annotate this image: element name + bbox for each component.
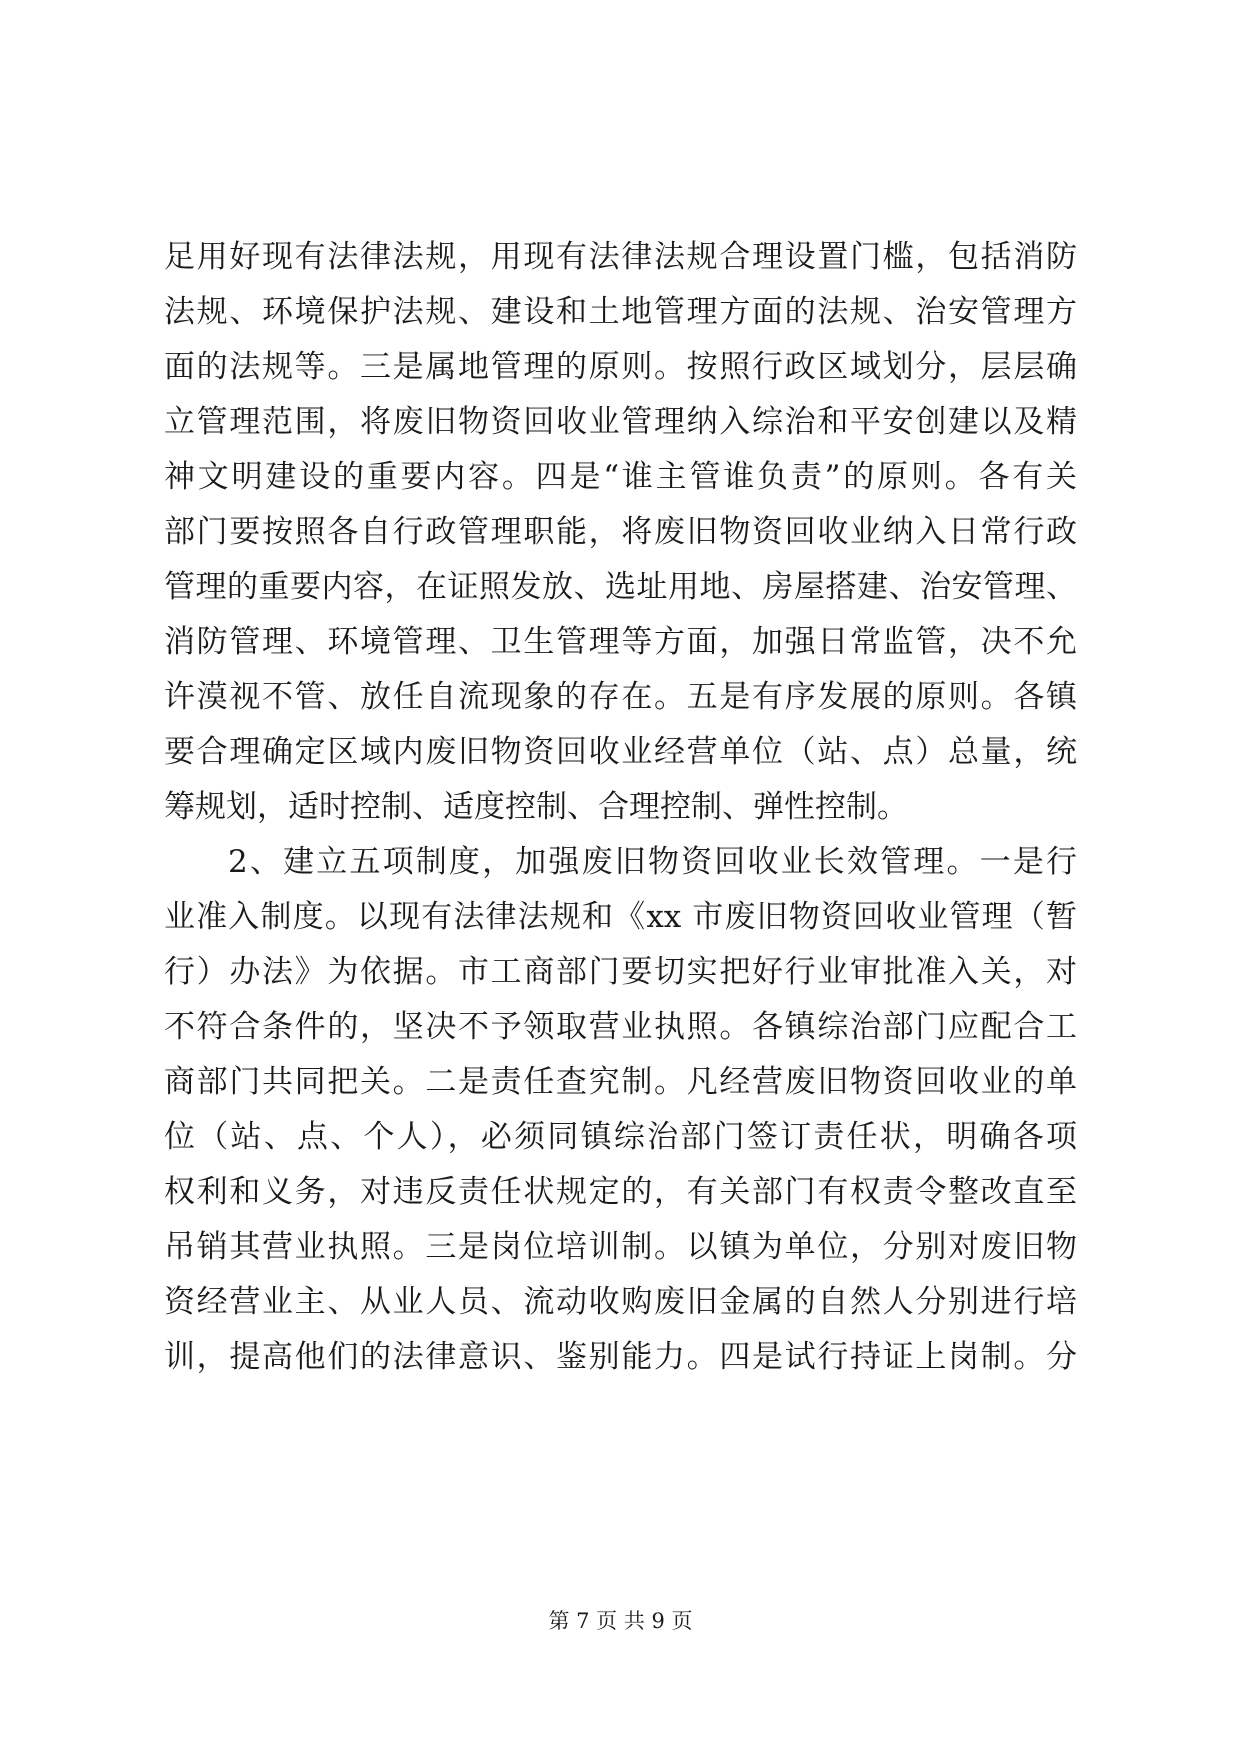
paragraph-2-line-5: 商部门共同把关。二是责任查究制。凡经营废旧物资回收业的单 xyxy=(164,1064,1077,1100)
paragraph-2-line-7: 权利和义务，对违反责任状规定的，有关部门有权责令整改直至 xyxy=(164,1174,1077,1210)
paragraph-2-line-4: 不符合条件的，坚决不予领取营业执照。各镇综治部门应配合工 xyxy=(164,1009,1077,1045)
page-number-footer: 第 7 页 共 9 页 xyxy=(548,1609,693,1633)
paragraph-1-line-2: 法规、环境保护法规、建设和土地管理方面的法规、治安管理方 xyxy=(164,294,1077,330)
paragraph-2-line-8: 吊销其营业执照。三是岗位培训制。以镇为单位，分别对废旧物 xyxy=(164,1229,1077,1265)
paragraph-1-line-10: 要合理确定区域内废旧物资回收业经营单位（站、点）总量，统 xyxy=(164,734,1077,770)
paragraph-1-line-11: 筹规划，适时控制、适度控制、合理控制、弹性控制。 xyxy=(164,789,908,825)
paragraph-1-line-5: 神文明建设的重要内容。四是“谁主管谁负责”的原则。各有关 xyxy=(164,459,1077,495)
paragraph-1-line-8: 消防管理、环境管理、卫生管理等方面，加强日常监管，决不允 xyxy=(164,624,1077,660)
paragraph-2-line-10: 训，提高他们的法律意识、鉴别能力。四是试行持证上岗制。分 xyxy=(164,1339,1077,1375)
paragraph-1-line-4: 立管理范围，将废旧物资回收业管理纳入综治和平安创建以及精 xyxy=(164,404,1077,440)
paragraph-1-line-6: 部门要按照各自行政管理职能，将废旧物资回收业纳入日常行政 xyxy=(164,514,1077,550)
paragraph-2-line-6: 位（站、点、个人），必须同镇综治部门签订责任状，明确各项 xyxy=(164,1119,1077,1155)
paragraph-1-line-1: 足用好现有法律法规，用现有法律法规合理设置门槛，包括消防 xyxy=(164,239,1077,275)
paragraph-2-line-1: 2、建立五项制度，加强废旧物资回收业长效管理。一是行 xyxy=(228,844,1077,880)
paragraph-2-line-2: 业准入制度。以现有法律法规和《xx 市废旧物资回收业管理（暂 xyxy=(164,899,1077,935)
paragraph-2-line-3: 行）办法》为依据。市工商部门要切实把好行业审批准入关，对 xyxy=(164,954,1077,990)
paragraph-2-line-9: 资经营业主、从业人员、流动收购废旧金属的自然人分别进行培 xyxy=(164,1284,1077,1320)
paragraph-1-line-3: 面的法规等。三是属地管理的原则。按照行政区域划分，层层确 xyxy=(164,349,1077,385)
paragraph-1-line-9: 许漠视不管、放任自流现象的存在。五是有序发展的原则。各镇 xyxy=(164,679,1077,715)
paragraph-1-line-7: 管理的重要内容，在证照发放、选址用地、房屋搭建、治安管理、 xyxy=(164,569,1077,605)
